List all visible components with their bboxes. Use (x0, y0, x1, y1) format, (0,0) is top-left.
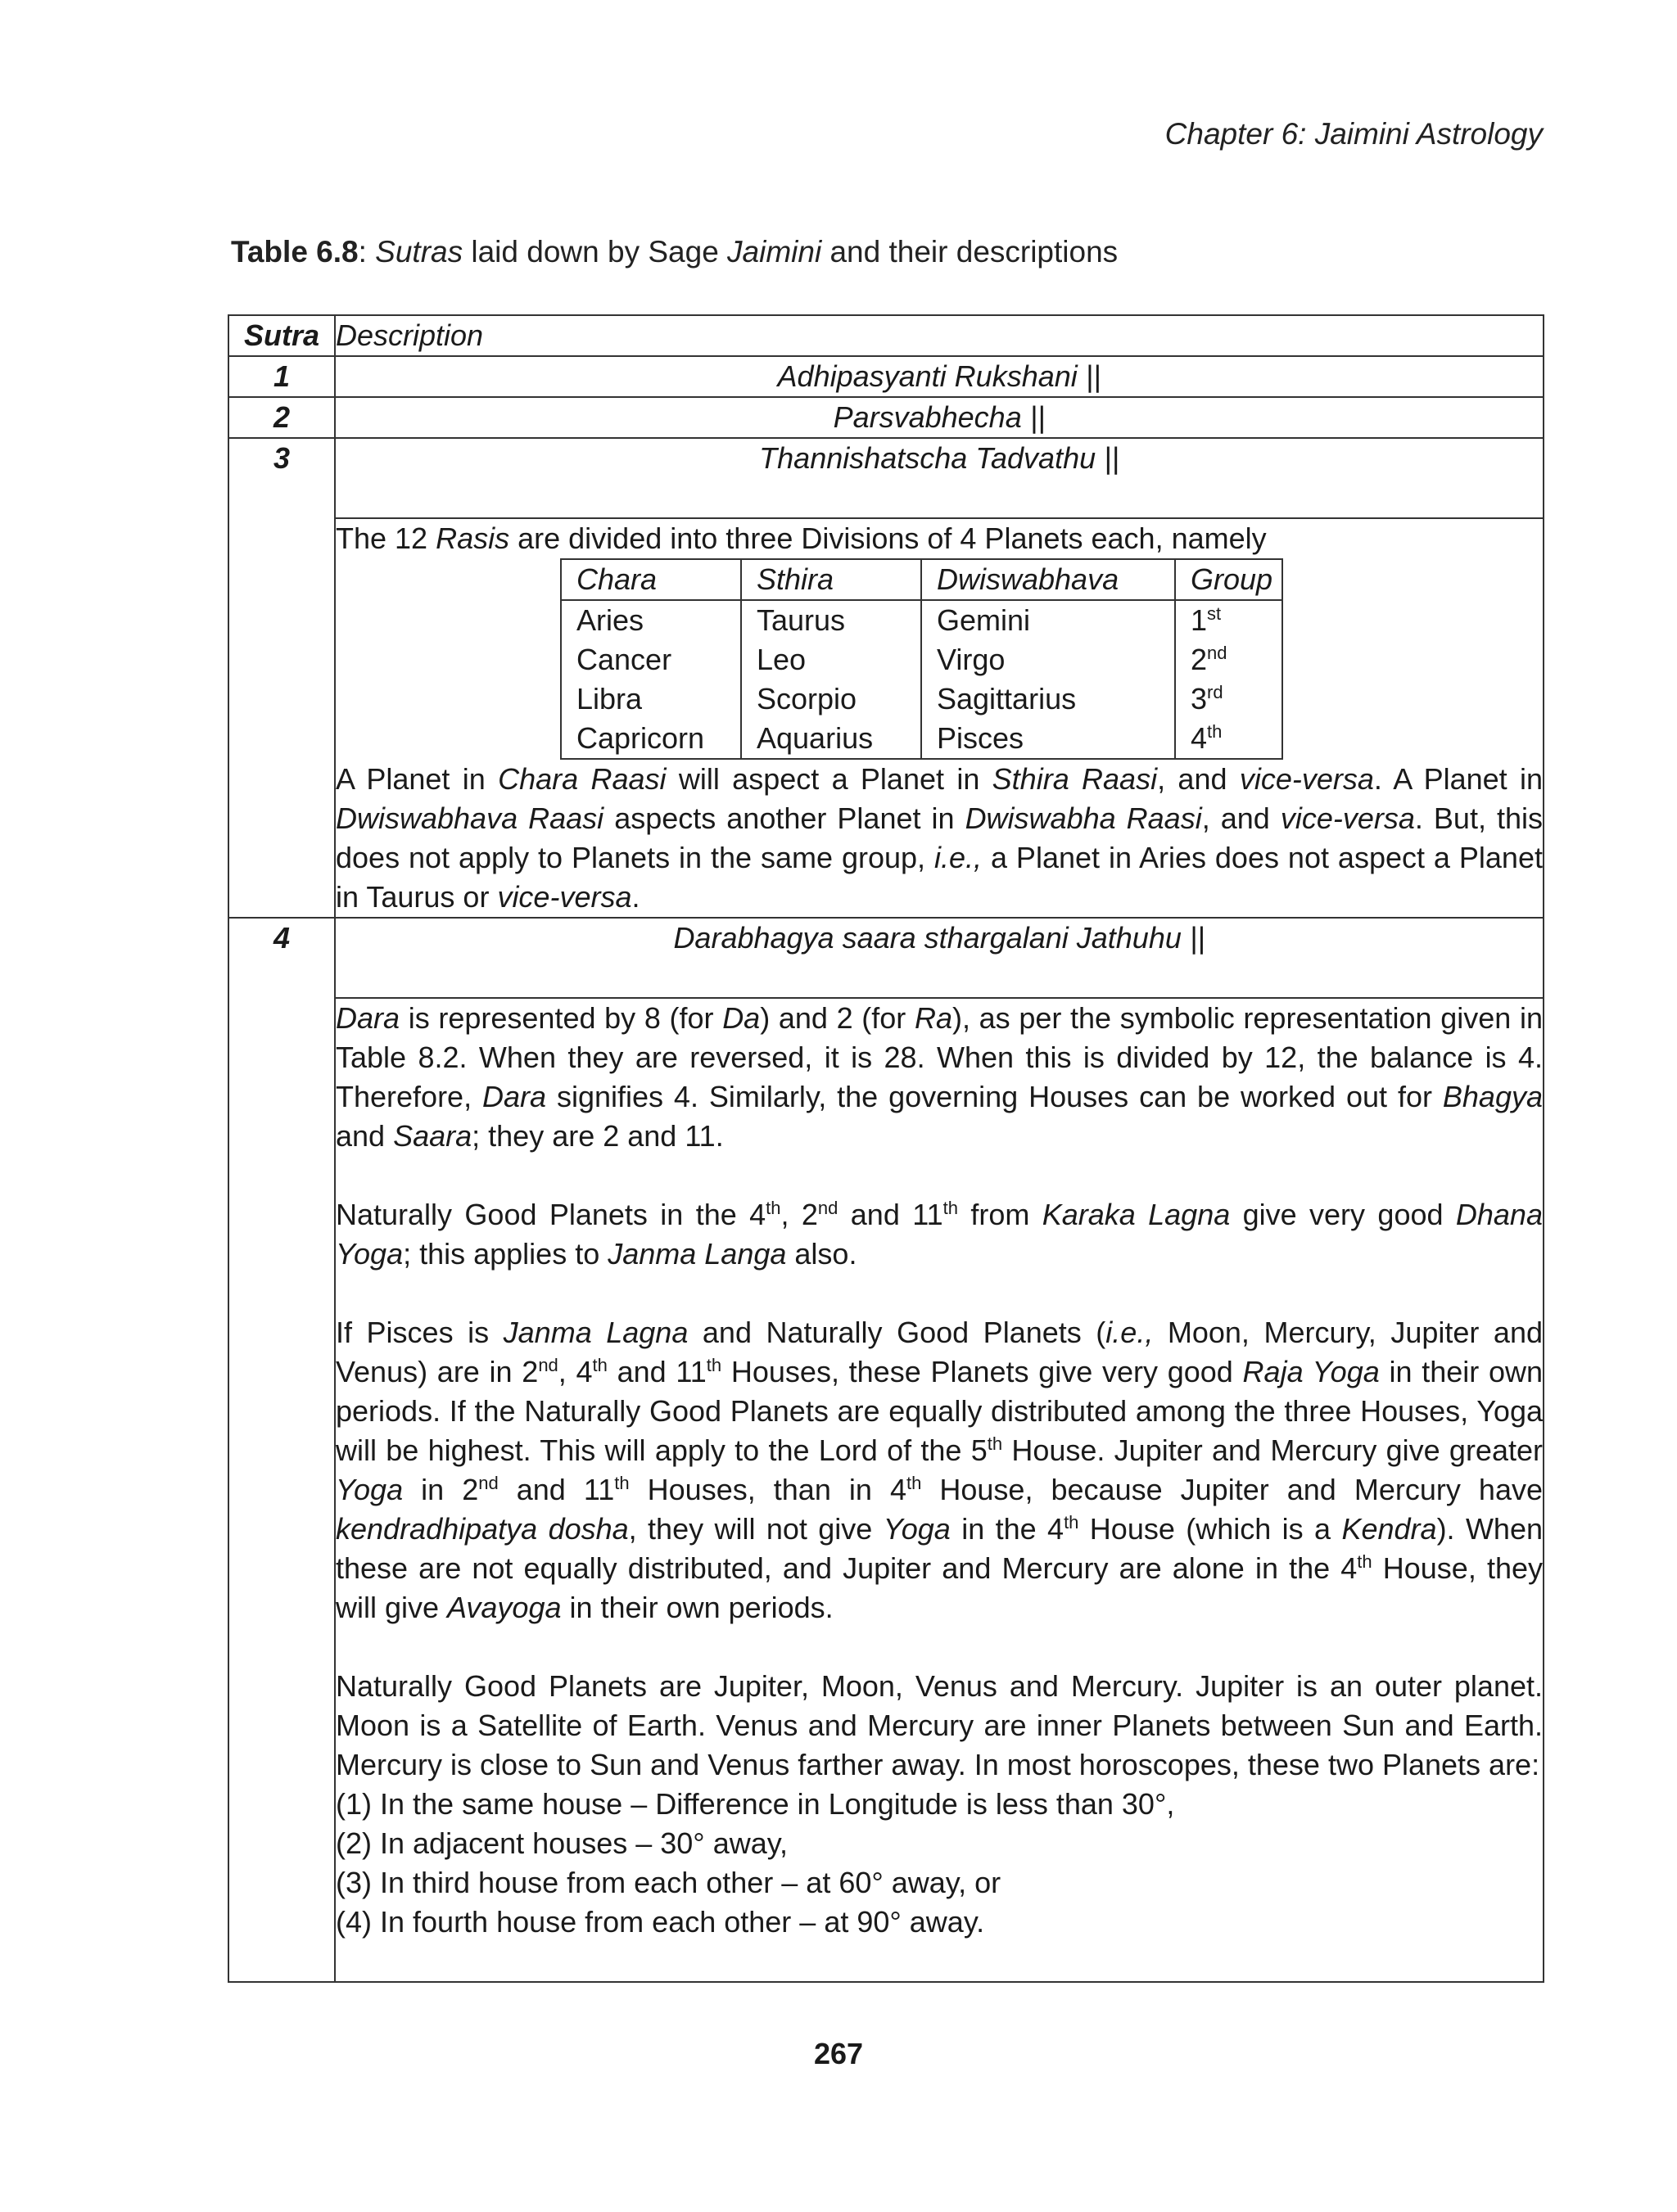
text-run: nd (817, 1198, 838, 1218)
sutra-number: 3 (228, 438, 335, 518)
rasi-cell: Aries (561, 600, 741, 640)
table-row (228, 397, 1544, 438)
text-run: i.e., (1105, 1316, 1154, 1349)
text-run: , 2 (780, 1198, 818, 1231)
text-run: in their own periods. If the Naturally Good Planets are equally distributed among the three Houses, Yoga will be highest. This will apply to the Lord of the 5 (336, 1355, 1544, 1467)
group-suffix: th (1207, 721, 1223, 742)
text-run: from (957, 1198, 1042, 1231)
sutra-4-paragraph-2 (336, 1195, 1543, 1274)
rasi-row (561, 679, 1282, 719)
text-run: vice-versa (497, 880, 632, 914)
rasi-header-cell: Chara (561, 559, 741, 600)
sutra-number-spacer (228, 998, 335, 1982)
text-run: Sthira Raasi (992, 762, 1158, 796)
group-cell (1175, 600, 1282, 640)
rasi-cell: Capricorn (561, 719, 741, 759)
rasi-cell: Taurus (741, 600, 921, 640)
text-run: House. Jupiter and Mercury give greater (1002, 1433, 1543, 1467)
group-suffix: rd (1207, 682, 1223, 702)
col-header-sutra: Sutra (228, 315, 335, 356)
rasi-cell: Aquarius (741, 719, 921, 759)
group-number: 2 (1191, 643, 1208, 676)
text-run: th (1357, 1551, 1372, 1572)
sutra-number-spacer (228, 518, 335, 918)
text-run: , 4 (558, 1355, 593, 1388)
sutra-number: 4 (228, 918, 335, 998)
rasi-row (561, 640, 1282, 679)
text-run: Dara (336, 1001, 400, 1035)
text-run: th (906, 1473, 922, 1493)
sutra-number: 2 (228, 397, 335, 438)
text-run: . A Planet in (1373, 762, 1543, 796)
text-run: Saara (393, 1119, 472, 1153)
text-run: Dwiswabhava Raasi (336, 801, 604, 835)
text-run: Janma Lagna (503, 1316, 689, 1349)
text-run: are divided into three Divisions of 4 Planets each, namely (509, 521, 1267, 555)
rasi-table-header (561, 559, 1282, 600)
sutra-4-paragraph-1 (336, 999, 1543, 1156)
group-cell (1175, 679, 1282, 719)
text-run: and Naturally Good Planets ( (688, 1316, 1106, 1349)
rasi-row (561, 719, 1282, 759)
text-run: and (336, 1119, 394, 1153)
group-number: 4 (1191, 721, 1208, 755)
text-run: th (987, 1433, 1003, 1454)
text-run: ), as per the symbolic representation given in Table 8.2. When they are reversed, it is 28. When this is divided by 12, the balance is 4. Therefore, (336, 1001, 1543, 1113)
caption-text: Sutras (375, 235, 463, 269)
text-run: nd (478, 1473, 499, 1493)
text-run: in 2 (403, 1473, 479, 1506)
text-run: The 12 (336, 521, 436, 555)
text-run: House, because Jupiter and Mercury have (921, 1473, 1543, 1506)
group-suffix: st (1207, 603, 1222, 624)
list-item: (1) In the same house – Difference in Longitude is less than 30°, (336, 1787, 1175, 1821)
text-run: Dhana Yoga (336, 1198, 1543, 1271)
group-number: 1 (1191, 603, 1208, 637)
caption-text: laid down by Sage (463, 235, 728, 269)
text-run: A Planet in (336, 762, 499, 796)
text-run: Dara (482, 1080, 547, 1113)
sutra-title: Adhipasyanti Rukshani || (335, 356, 1544, 397)
text-run: Naturally Good Planets in the 4 (336, 1198, 766, 1231)
caption-text: Jaimini (727, 235, 822, 269)
col-header-description: Description (335, 315, 1544, 356)
text-run: i.e., (933, 841, 983, 874)
text-run: th (592, 1355, 608, 1375)
text-run: and 11 (607, 1355, 707, 1388)
rasi-cell: Sagittarius (921, 679, 1175, 719)
group-suffix: nd (1207, 643, 1227, 663)
text-run: nd (538, 1355, 558, 1375)
running-header: Chapter 6: Jaimini Astrology (1164, 117, 1543, 151)
group-cell (1175, 640, 1282, 679)
sutra-table (228, 314, 1544, 1983)
text-run: Raja Yoga (1242, 1355, 1380, 1388)
text-run: Houses, these Planets give very good (721, 1355, 1243, 1388)
group-number: 3 (1191, 682, 1208, 716)
list-item: (3) In third house from each other – at 60° away, or (336, 1866, 1001, 1899)
caption-text: : (358, 235, 376, 269)
text-run: Da (722, 1001, 761, 1035)
sutra-3-paragraph (336, 760, 1543, 917)
rasi-row (561, 600, 1282, 640)
text-run: ; this applies to (403, 1237, 608, 1271)
text-run: vice-versa (1280, 801, 1415, 835)
text-run: th (706, 1355, 722, 1375)
text-run: House, they will give (336, 1551, 1543, 1624)
text-run: Janma Langa (608, 1237, 787, 1271)
text-run: aspects another Planet in (603, 801, 965, 835)
text-run: and 11 (838, 1198, 943, 1231)
table-caption (231, 235, 1118, 269)
table-row (228, 438, 1544, 518)
text-run: Karaka Lagna (1042, 1198, 1231, 1231)
text-run: Dwiswabha Raasi (965, 801, 1202, 835)
rasi-header-cell: Group (1175, 559, 1282, 600)
rasi-division-table (560, 558, 1283, 760)
rasi-header-cell: Sthira (741, 559, 921, 600)
table-row (228, 518, 1544, 918)
text-run: Moon, Mercury, Jupiter and Venus) are in 2 (336, 1316, 1543, 1388)
text-run: Ra (914, 1001, 952, 1035)
text-run: , they will not give (628, 1512, 884, 1546)
caption-text: and their descriptions (821, 235, 1119, 269)
list-item: (4) In fourth house from each other – at 90° away. (336, 1905, 985, 1939)
sutra-4-paragraph-3 (336, 1313, 1543, 1627)
text-run: kendradhipatya dosha (336, 1512, 629, 1546)
text-run: Yoga (336, 1473, 404, 1506)
text-run: ) and 2 (for (760, 1001, 915, 1035)
sutra-3-description (335, 518, 1544, 918)
text-run: will aspect a Planet in (666, 762, 992, 796)
text-run: th (766, 1198, 781, 1218)
text-run: If Pisces is (336, 1316, 504, 1349)
text-run: ). When these are not equally distributed, and Jupiter and Mercury are alone in the 4 (336, 1512, 1543, 1585)
text-run: Houses, than in 4 (629, 1473, 906, 1506)
text-run: Yoga (883, 1512, 951, 1546)
text-run: th (614, 1473, 630, 1493)
text-run: th (1064, 1512, 1079, 1533)
text-run: Rasis (436, 521, 510, 555)
text-run: , and (1157, 762, 1240, 796)
caption-label: Table 6.8 (231, 235, 359, 269)
rasi-cell: Gemini (921, 600, 1175, 640)
text-run: a Planet in Aries does not aspect a Planet in Taurus or (336, 841, 1543, 914)
sutra-4-paragraph-4: Naturally Good Planets are Jupiter, Moon, Venus and Mercury. Jupiter is an outer planet. Moon is a Satellite of Earth. Venus and Mercury are inner Planets between Sun and Earth. Mercury is close to Sun and Venus farther away. In most horoscopes, these two Planets are: (336, 1669, 1543, 1781)
text-run: signifies 4. Similarly, the governing Houses can be worked out for (546, 1080, 1443, 1113)
text-run: , and (1201, 801, 1281, 835)
text-run: vice-versa (1239, 762, 1374, 796)
rasi-cell: Virgo (921, 640, 1175, 679)
text-run: ; they are 2 and 11. (472, 1119, 724, 1153)
text-run: in the 4 (950, 1512, 1065, 1546)
text-run: give very good (1230, 1198, 1456, 1231)
rasi-cell: Cancer (561, 640, 741, 679)
sutra-title: Darabhagya saara sthargalani Jathuhu || (335, 918, 1544, 998)
page-number: 267 (813, 2037, 864, 2070)
table-header-row (228, 315, 1544, 356)
text-run: Chara Raasi (498, 762, 667, 796)
text-run: Kendra (1341, 1512, 1437, 1546)
sutra-title: Thannishatscha Tadvathu || (335, 438, 1544, 518)
list-item: (2) In adjacent houses – 30° away, (336, 1826, 789, 1860)
text-run: Avayoga (447, 1591, 562, 1624)
sutra-number: 1 (228, 356, 335, 397)
table-row (228, 356, 1544, 397)
text-run: th (942, 1198, 958, 1218)
text-run: and 11 (498, 1473, 615, 1506)
table-row (228, 998, 1544, 1982)
text-run: is represented by 8 (for (400, 1001, 723, 1035)
group-cell (1175, 719, 1282, 759)
rasi-cell: Scorpio (741, 679, 921, 719)
rasi-cell: Libra (561, 679, 741, 719)
text-run: House (which is a (1078, 1512, 1342, 1546)
sutra-title: Parsvabhecha || (335, 397, 1544, 438)
text-run: . But, this does not apply to Planets in the same group, (336, 801, 1544, 874)
text-run: in their own periods. (561, 1591, 834, 1624)
sutra-4-description (335, 998, 1544, 1982)
text-run: . (631, 880, 640, 914)
table-row (228, 918, 1544, 998)
sutra-3-intro (336, 519, 1543, 558)
rasi-cell: Leo (741, 640, 921, 679)
text-run: Bhagya (1442, 1080, 1543, 1113)
rasi-cell: Pisces (921, 719, 1175, 759)
text-run: also. (786, 1237, 857, 1271)
rasi-header-cell: Dwiswabhava (921, 559, 1175, 600)
